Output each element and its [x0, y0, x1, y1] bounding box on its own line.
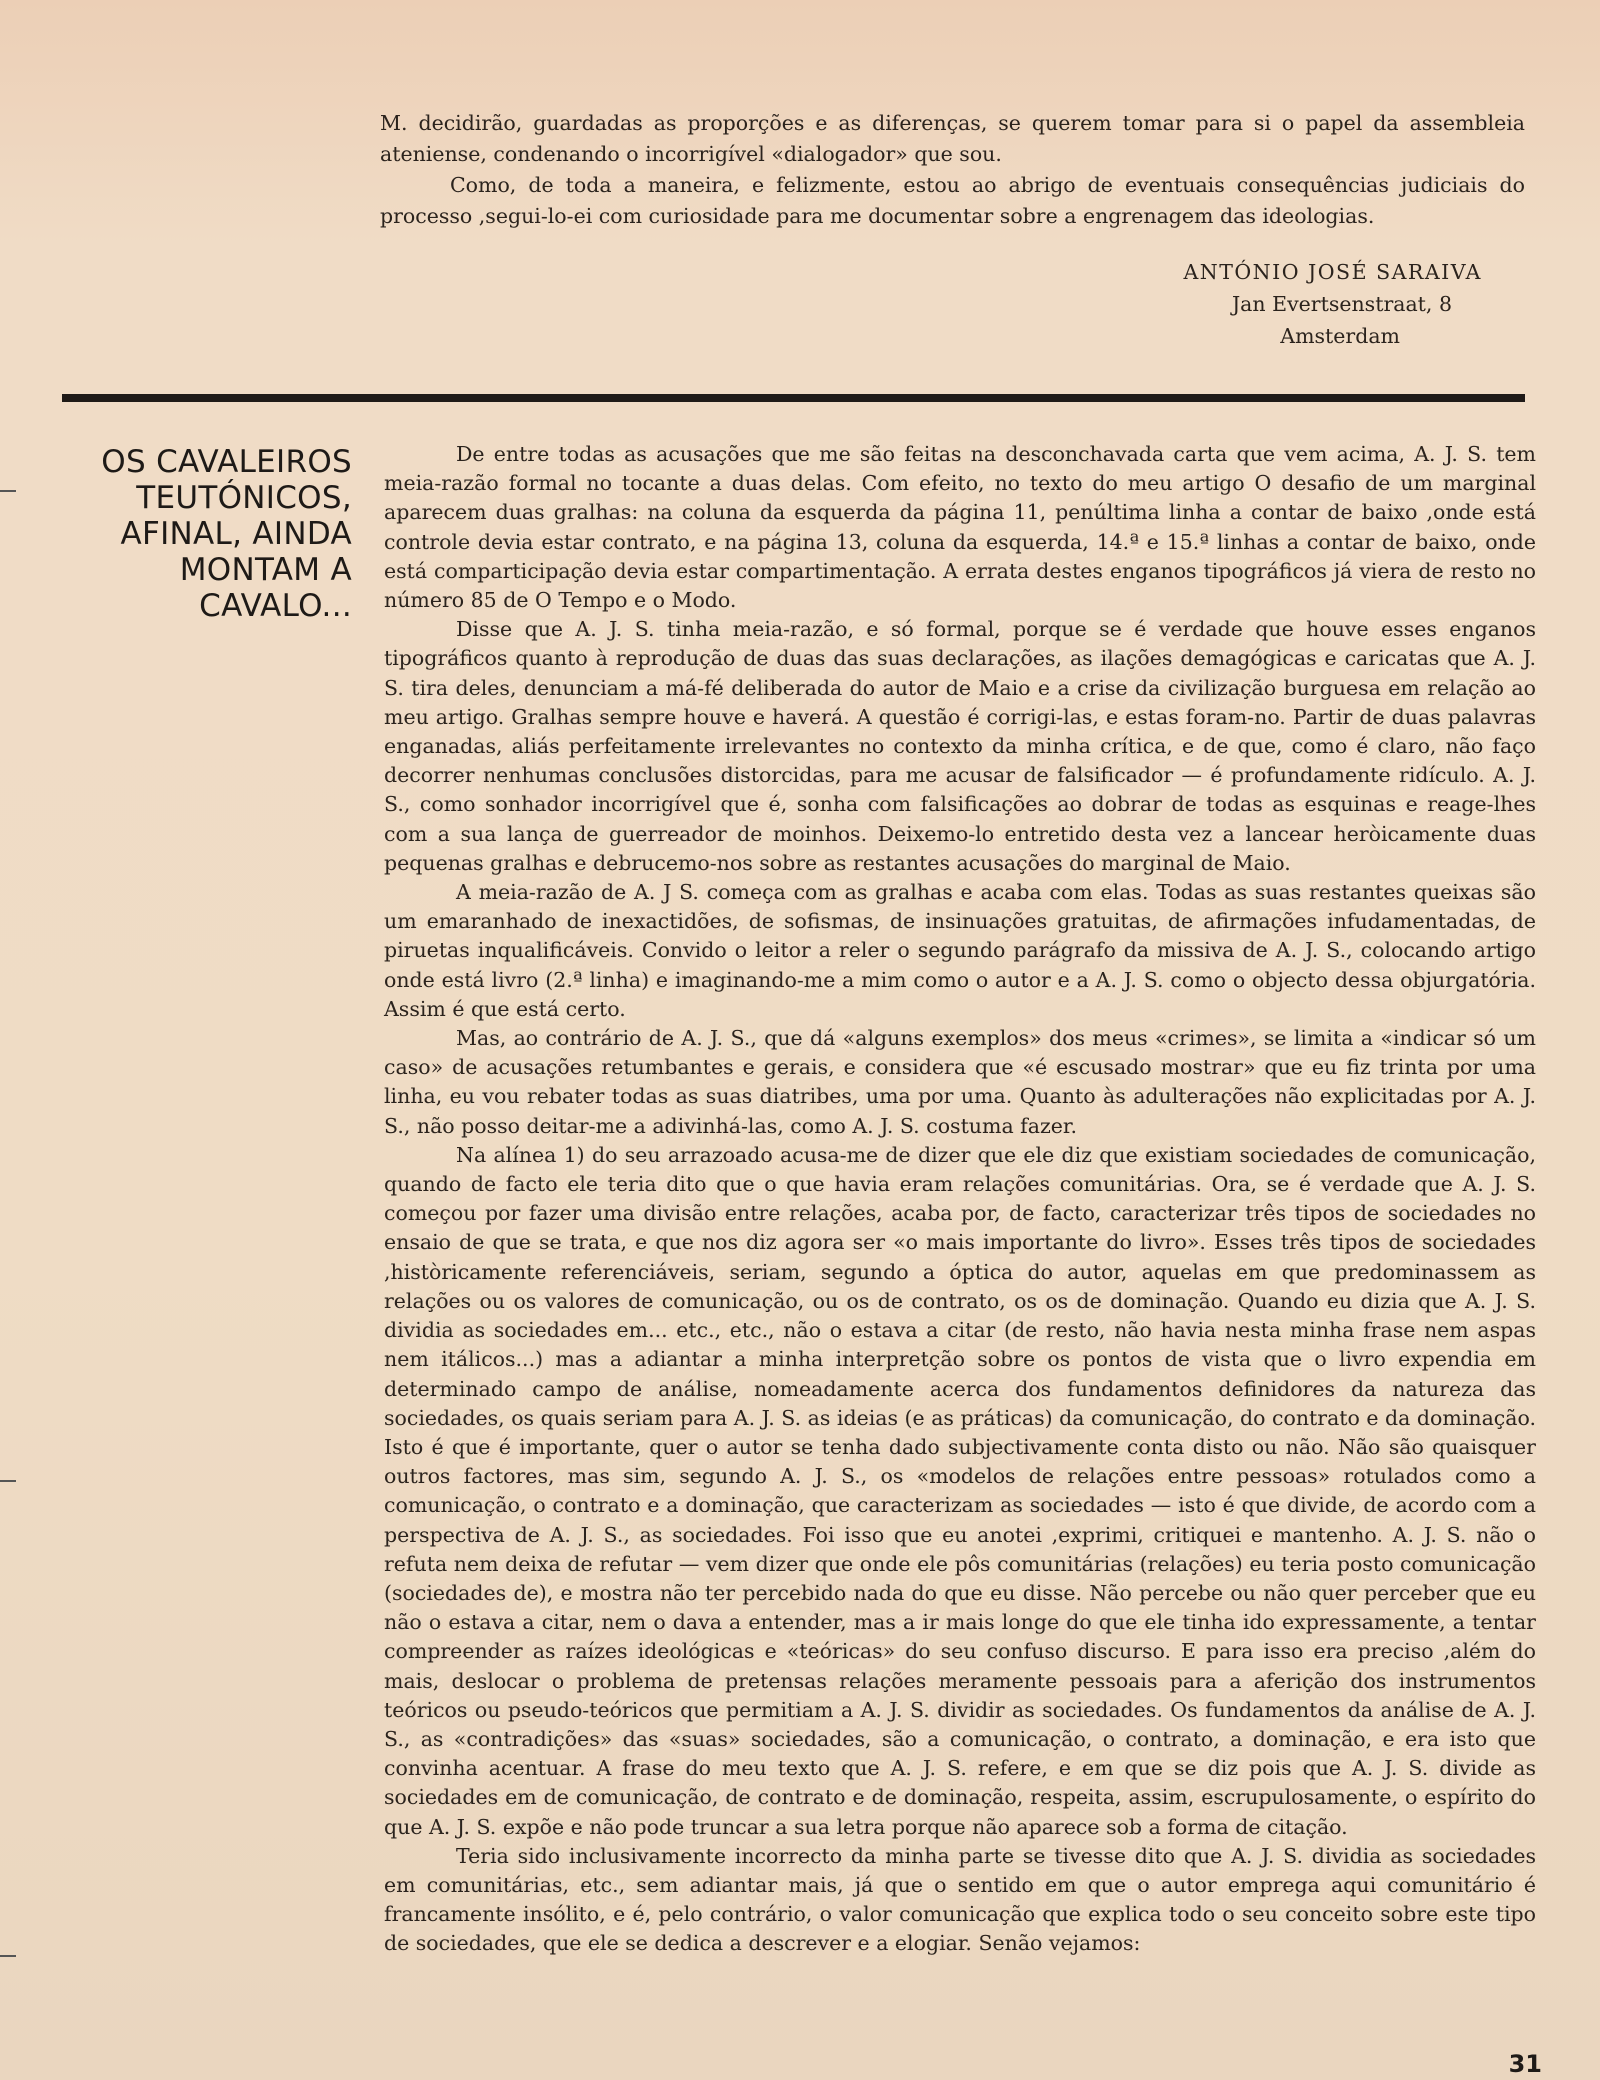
headline-line: CAVALO... [199, 588, 352, 624]
headline-line: TEUTÓNICOS, [136, 480, 352, 516]
article-body [384, 440, 1536, 1959]
signature-name: ANTÓNIO JOSÉ SARAIVA [1183, 260, 1482, 284]
previous-letter-paragraph: M. decidirão, guardadas as proporções e as diferenças, se querem tomar para si o papel da assembleia ateniense, condenando o incorrigível «dialogador» que sou. [380, 111, 1525, 166]
article-headline [40, 444, 352, 624]
margin-mark [0, 490, 16, 492]
letter-signature [1183, 256, 1482, 352]
headline-line: OS CAVALEIROS [101, 444, 352, 480]
headline-line: MONTAM A [179, 552, 352, 588]
article-paragraph: De entre todas as acusações que me são feitas na desconchavada carta que vem acima, A. J. S. tem meia-razão formal no tocante a duas delas. Com efeito, no texto do meu artigo O desafio de um marginal aparecem duas gralhas: na coluna da esquerda da página 11, penúltima linha a contar de baixo ,onde está controle devia estar contrato, e na página 13, coluna da esquerda, 14.ª e 15.ª linhas a contar de baixo, onde está comparticipação devia estar compartimentação. A errata destes enganos tipográficos já viera de resto no número 85 de O Tempo e o Modo. [384, 442, 1536, 613]
article-paragraph: Disse que A. J. S. tinha meia-razão, e só formal, porque se é verdade que houve esses enganos tipográficos quanto à reprodução de duas das suas declarações, as ilações demagógicas e caricatas que A. J. S. tira deles, denunciam a má-fé deliberada do autor de Maio e a crise da civilização burguesa em relação ao meu artigo. Gralhas sempre houve e haverá. A questão é corrigi-las, e estas foram-no. Partir de duas palavras enganadas, aliás perfeitamente irrelevantes no contexto da minha crítica, e de que, como é claro, não faço decorrer nenhumas conclusões distorcidas, para me acusar de falsificador — é profundamente ridículo. A. J. S., como sonhador incorrigível que é, sonha com falsificações ao dobrar de todas as esquinas e reage-lhes com a sua lança de guerreador de moinhos. Deixemo-lo entretido desta vez a lancear heròicamente duas pequenas gralhas e debrucemo-nos sobre as restantes acusações do marginal de Maio. [384, 617, 1536, 875]
page-number: 31 [1508, 2050, 1542, 2078]
article-paragraph: A meia-razão de A. J S. começa com as gralhas e acaba com elas. Todas as suas restantes queixas são um emaranhado de inexactidões, de sofismas, de insinuações gratuitas, de afirmações infudamentadas, de piruetas inqualificáveis. Convido o leitor a reler o segundo parágrafo da missiva de A. J. S., colocando artigo onde está livro (2.ª linha) e imaginando-me a mim como o autor e a A. J. S. como o objecto dessa objurgatória. Assim é que está certo. [384, 880, 1536, 1021]
previous-letter-paragraph: Como, de toda a maneira, e felizmente, estou ao abrigo de eventuais consequências judiciais do processo ,segui-lo-ei com curiosidade para me documentar sobre a engrenagem das ideologias. [380, 173, 1525, 228]
headline-line: AFINAL, AINDA [120, 516, 352, 552]
margin-mark [0, 1955, 16, 1957]
article-paragraph: Mas, ao contrário de A. J. S., que dá «alguns exemplos» dos meus «crimes», se limita a «indicar só um caso» de acusações retumbantes e gerais, e considera que «é escusado mostrar» que eu fiz trinta por uma linha, eu vou rebater todas as suas diatribes, uma por uma. Quanto às adulterações não explicitadas por A. J. S., não posso deitar-me a adivinhá-las, como A. J. S. costuma fazer. [384, 1026, 1536, 1138]
signature-address: Jan Evertsenstraat, 8 [1231, 292, 1452, 316]
previous-letter-ending [380, 108, 1525, 232]
margin-mark [0, 1480, 16, 1482]
section-divider [62, 394, 1525, 402]
signature-city: Amsterdam [1280, 324, 1400, 348]
article-paragraph: Na alínea 1) do seu arrazoado acusa-me de dizer que ele diz que existiam sociedades de comunicação, quando de facto ele teria dito que o que havia eram relações comunitárias. Ora, se é verdade que A. J. S. começou por fazer uma divisão entre relações, acaba por, de facto, caracterizar três tipos de sociedades no ensaio de que se trata, e que nos diz agora ser «o mais importante do livro». Esses três tipos de sociedades ,històricamente referenciáveis, seriam, segundo a óptica do autor, aquelas em que predominassem as relações ou os valores de comunicação, ou os de contrato, os os de dominação. Quando eu dizia que A. J. S. dividia as sociedades em... etc., etc., não o estava a citar (de resto, não havia nesta minha frase nem aspas nem itálicos...) mas a adiantar a minha interpretção sobre os pontos de vista que o livro expendia em determinado campo de análise, nomeadamente acerca dos fundamentos definidores da natureza das sociedades, os quais seriam para A. J. S. as ideias (e as práticas) da comunicação, do contrato e da dominação. Isto é que é importante, quer o autor se tenha dado subjectivamente conta disto ou não. Não são quaisquer outros factores, mas sim, segundo A. J. S., os «modelos de relações entre pessoas» rotulados como a comunicação, o contrato e a dominação, que caracterizam as sociedades — isto é que divide, de acordo com a perspectiva de A. J. S., as sociedades. Foi isso que eu anotei ,exprimi, critiquei e mantenho. A. J. S. não o refuta nem deixa de refutar — vem dizer que onde ele pôs comunitárias (relações) eu teria posto comunicação (sociedades de), e mostra não ter percebido nada do que eu disse. Não percebe ou não quer perceber que eu não o estava a citar, nem o dava a entender, mas a ir mais longe do que ele tinha ido expressamente, a tentar compreender as raízes ideológicas e «teóricas» do seu confuso discurso. E para isso era preciso ,além do mais, deslocar o problema de pretensas relações meramente pessoais para a aferição dos instrumentos teóricos ou pseudo-teóricos que permitiam a A. J. S. dividir as sociedades. Os fundamentos da análise de A. J. S., as «contradições» das «suas» sociedades, são a comunicação, o contrato, a dominação, e era isto que convinha acentuar. A frase do meu texto que A. J. S. refere, e em que se diz pois que A. J. S. divide as sociedades em de comunicação, de contrato e de dominação, respeita, assim, escrupulosamente, o espírito do que A. J. S. expõe e não pode truncar a sua letra porque não aparece sob a forma de citação. [384, 1142, 1536, 1839]
article-paragraph: Teria sido inclusivamente incorrecto da minha parte se tivesse dito que A. J. S. dividia as sociedades em comunitárias, etc., sem adiantar mais, já que o sentido em que o autor emprega aqui comunitário é francamente insólito, e é, pelo contrário, o valor comunicação que explica todo o seu conceito sobre este tipo de sociedades, que ele se dedica a descrever e a elogiar. Senão vejamos: [384, 1843, 1536, 1956]
